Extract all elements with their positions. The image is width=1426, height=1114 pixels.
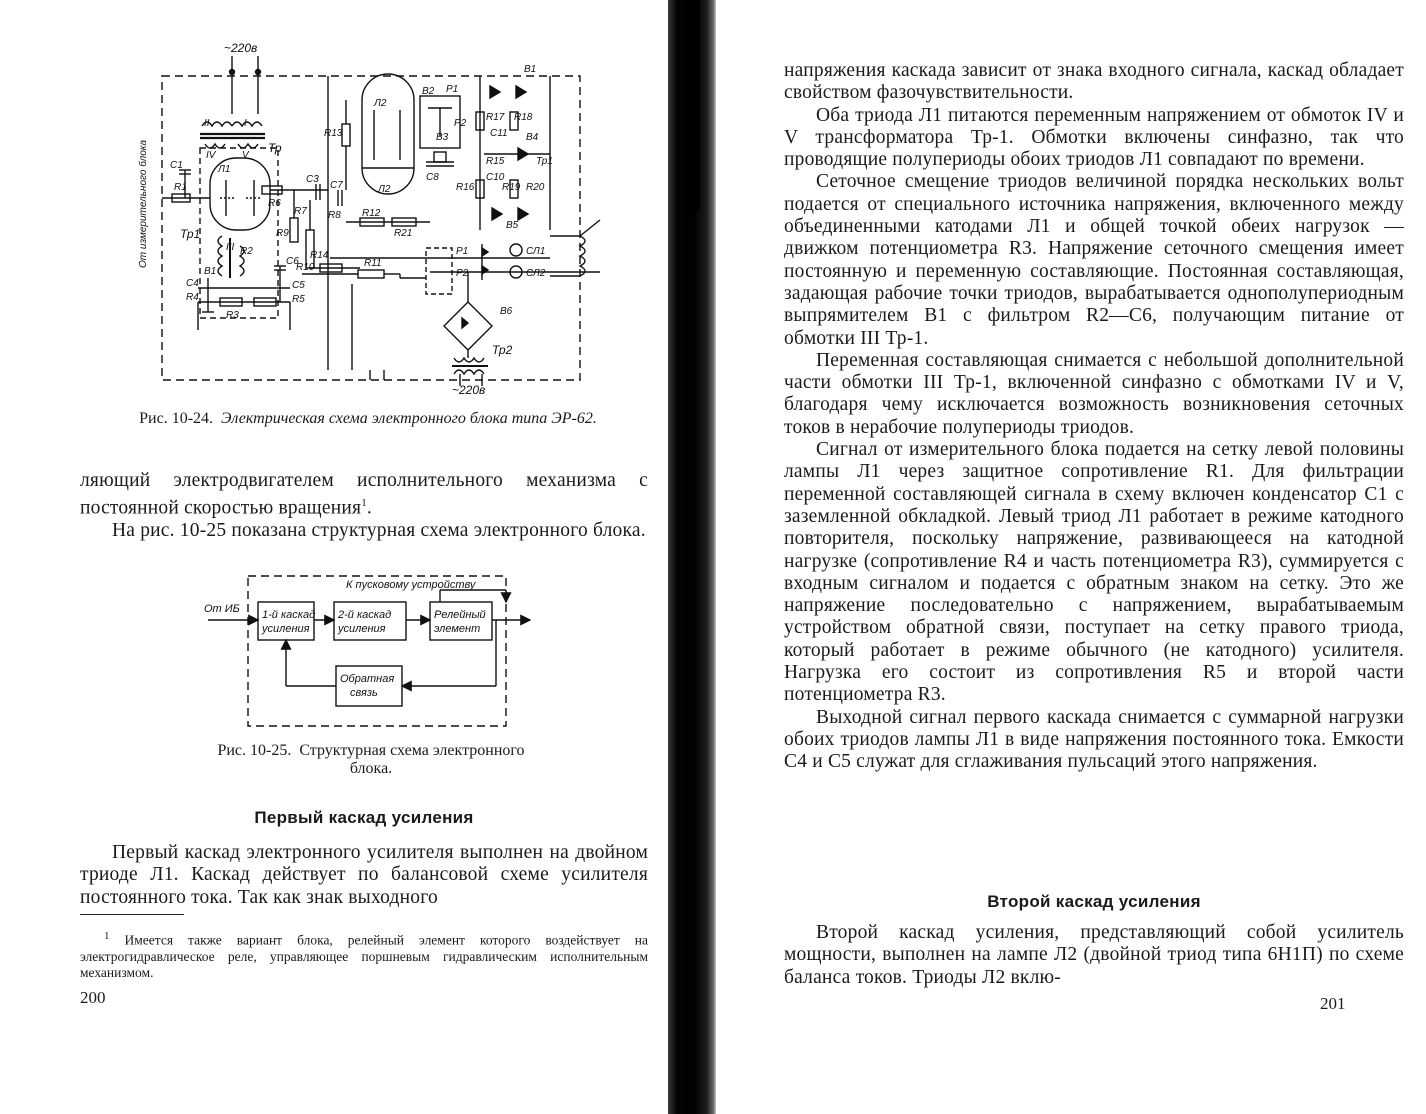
footnote-text: Имеется также вариант блока, релейный элемент которого воздействует на электрогидравлическое реле, управляющее поршневым гидравлическим исполнительным механизмом. (80, 932, 649, 980)
right-paragraph-1: напряжения каскада зависит от знака входного сигнала, каскад обладает свойством фазочувствительности. (784, 60, 1404, 104)
book-spine-shadow (684, 0, 700, 210)
label-tube-l2-lower: Л2 (378, 184, 391, 195)
label-lamp-2: СЛ2 (526, 268, 546, 279)
block-stage-1-line-2: усиления (262, 623, 310, 635)
label-transformer-tr: Тр (268, 141, 282, 155)
label-c1: C1 (170, 160, 183, 171)
label-b4: B4 (526, 132, 539, 143)
page-number-right: 201 (1320, 994, 1346, 1013)
left-page (0, 0, 672, 1114)
block-stage-1-line-1: 1-й каскад (262, 609, 316, 621)
right-paragraph-6: Выходной сигнал первого каскада снимается с суммарной нагрузки обоих триодов лампы Л1 в виде напряжения постоянного тока. Емкости C4 и C5 служат для сглаживания пульсаций этого напряжения. (784, 706, 1404, 773)
label-winding-5: V (242, 150, 249, 161)
left-paragraph-1-end: . (366, 497, 372, 519)
section-heading-second-stage: Второй каскад усиления (987, 892, 1201, 911)
label-r5: R5 (292, 294, 305, 305)
label-r12: R12 (362, 208, 381, 219)
block-input-label: От ИБ (204, 603, 240, 615)
label-r2: R2 (240, 246, 253, 257)
right-text-column (784, 60, 1404, 774)
left-paragraph-2: На рис. 10-25 показана структурная схема электронного блока. (112, 520, 646, 542)
label-b2: B2 (422, 86, 435, 97)
label-c11: C11 (490, 128, 508, 139)
label-tube-l1: Л1 (218, 164, 231, 175)
label-input-side: От измерительного блока (138, 139, 149, 268)
label-b1: B1 (204, 266, 217, 277)
right-page (712, 0, 1426, 1114)
left-paragraph-3: Первый каскад электронного усилителя выполнен на двойном триоде Л1. Каскад действует по балансовой схеме усилителя постоянного тока. Так как знак выходного (80, 842, 648, 908)
label-b6: B6 (500, 306, 513, 317)
figure-1-caption-text: Электрическая схема электронного блока типа ЭР-62. (221, 410, 597, 427)
tube-l2-outline (362, 74, 414, 168)
block-stage-2-line-2: усиления (338, 623, 386, 635)
left-paragraph-1-text: ляющий электродвигателем исполнительного механизма с постоянной скоростью вращения (80, 470, 648, 519)
figure-1-label: Рис. 10-24. (139, 410, 214, 427)
right-paragraph-7: Второй каскад усиления, представляющий собой усилитель мощности, выполнен на лампе Л2 (двойной триод типа 6Н1П) по схеме баланса токов. Триоды Л2 вклю- (784, 922, 1404, 988)
figure-2-label: Рис. 10-25. (217, 742, 292, 759)
label-p1: P1 (446, 84, 459, 95)
label-r3: R3 (226, 310, 239, 321)
label-supply-bottom: ~220в (452, 383, 486, 396)
label-r7: R7 (294, 206, 307, 217)
block-diagram-figure (200, 568, 540, 734)
block-enclosure (248, 576, 506, 726)
label-r19: R19 (502, 182, 521, 193)
page-number-left: 200 (80, 988, 106, 1007)
block-relay-line-2: элемент (434, 623, 481, 635)
block-diagram-svg (200, 568, 540, 734)
label-r4: R4 (186, 292, 199, 303)
label-p2: P2 (454, 118, 467, 129)
label-tr1: Тр1 (180, 227, 201, 241)
right-paragraph-2: Оба триода Л1 питаются переменным напряжением от обмоток IV и V трансформатора Тр-1. Обмотки включены синфазно, так что проводящие полупериоды обоих триодов Л1 совпадают по времени. (784, 104, 1404, 171)
block-starter-label: К пусковому устройству (346, 579, 476, 591)
label-winding-3: III (226, 242, 235, 253)
label-r16: R16 (456, 182, 475, 193)
label-r10: R10 (296, 262, 315, 273)
block-feedback-line-1: Обратная (340, 673, 395, 685)
label-c5: C5 (292, 280, 305, 291)
footnote (80, 928, 648, 981)
label-b5: B5 (506, 220, 519, 231)
label-r15: R15 (486, 156, 505, 167)
label-p2-relay: P2 (456, 268, 469, 279)
label-winding-4: IV (206, 150, 216, 161)
label-r21: R21 (394, 228, 413, 239)
circuit-schematic-svg (130, 40, 610, 396)
label-c6: C6 (286, 256, 299, 267)
label-winding-1: I (244, 118, 247, 129)
label-lamp-1: СЛ1 (526, 246, 546, 257)
label-supply-top: ~220в (224, 41, 258, 55)
label-r17: R17 (486, 112, 505, 123)
footnote-mark: 1 (104, 930, 110, 942)
footnote-ref-mark: 1 (361, 497, 367, 510)
label-r20: R20 (526, 182, 545, 193)
figure-2-caption (206, 742, 536, 778)
label-tp1-out: Тр1 (536, 156, 553, 167)
right-paragraph-4: Переменная составляющая снимается с небольшой дополнительной части обмотки III Тр-1, включенной синфазно с обмотками IV и V, благодаря чему исключается возможность возникновения сеточных токов в нерабочие полупериоды триодов. (784, 349, 1404, 438)
label-r6: R6 (268, 198, 281, 209)
block-relay-line-1: Релейный (434, 609, 486, 621)
label-r14: R14 (310, 250, 329, 261)
left-paragraph-1-block (80, 470, 648, 542)
block-stage-2-line-1: 2-й каскад (338, 609, 392, 621)
label-c3: C3 (306, 174, 319, 185)
right-paragraph-5: Сигнал от измерительного блока подается на сетку левой половины лампы Л1 через защитное сопротивление R1. Для фильтрации переменной составляющей сигнала в схему включен конденсатор C1 с заземленной обкладкой. Левый триод Л1 работает в режиме катодного повторителя, поскольку напряжение, развивающееся на катодной нагрузке (сопротивление R4 и часть потенциометра R3), суммируется с входным сигналом и подается с обратным знаком на сетку. Это же напряжение последовательно с напряжением, вырабатываемым устройством обратной связи, поступает на сетку правого триода, который работает в режиме обычного (не катодного) усилителя. Нагрузка его состоит из сопротивления R5 и второй части потенциометра R3. (784, 439, 1404, 706)
label-r1: R1 (174, 182, 187, 193)
label-b3: B3 (436, 132, 449, 143)
section-heading-first-stage: Первый каскад усиления (254, 808, 474, 827)
block-feedback (336, 666, 402, 706)
right-paragraph-3: Сеточное смещение триодов величиной порядка нескольких вольт подается от специального источника напряжения, включенного между объединенными катодами Л1 и общей точкой обеих нагрузок — движком потенциометра R3. Напряжение сеточного смещения имеет постоянную и переменную составляющие. Постоянная составляющая, задающая рабочие точки триодов, вырабатывается однополупериодным выпрямителем B1 с фильтром R2—C6, получающим питание от обмотки III Тр-1. (784, 171, 1404, 349)
label-winding-2: II (204, 118, 210, 129)
label-c4: C4 (186, 278, 199, 289)
figure-2-caption-text: Структурная схема электронного блока. (299, 742, 525, 777)
label-r9: R9 (276, 228, 289, 239)
circuit-schematic-figure (130, 40, 610, 396)
label-transformer-tr2: Тр2 (492, 343, 513, 357)
block-feedback-line-2: связь (350, 687, 378, 699)
label-c8: C8 (426, 172, 439, 183)
label-p1-relay: P1 (456, 246, 469, 257)
label-r8: R8 (328, 210, 341, 221)
label-r13: R13 (324, 128, 343, 139)
label-b2-top: B1 (524, 64, 537, 75)
figure-1-caption (128, 410, 608, 428)
label-r11: R11 (364, 258, 382, 269)
label-r18: R18 (514, 112, 533, 123)
footnote-separator (80, 914, 184, 915)
label-tube-l2: Л2 (374, 98, 387, 109)
label-c7: C7 (330, 180, 343, 191)
label-c10: C10 (486, 172, 505, 183)
left-paragraph-1 (80, 470, 648, 520)
